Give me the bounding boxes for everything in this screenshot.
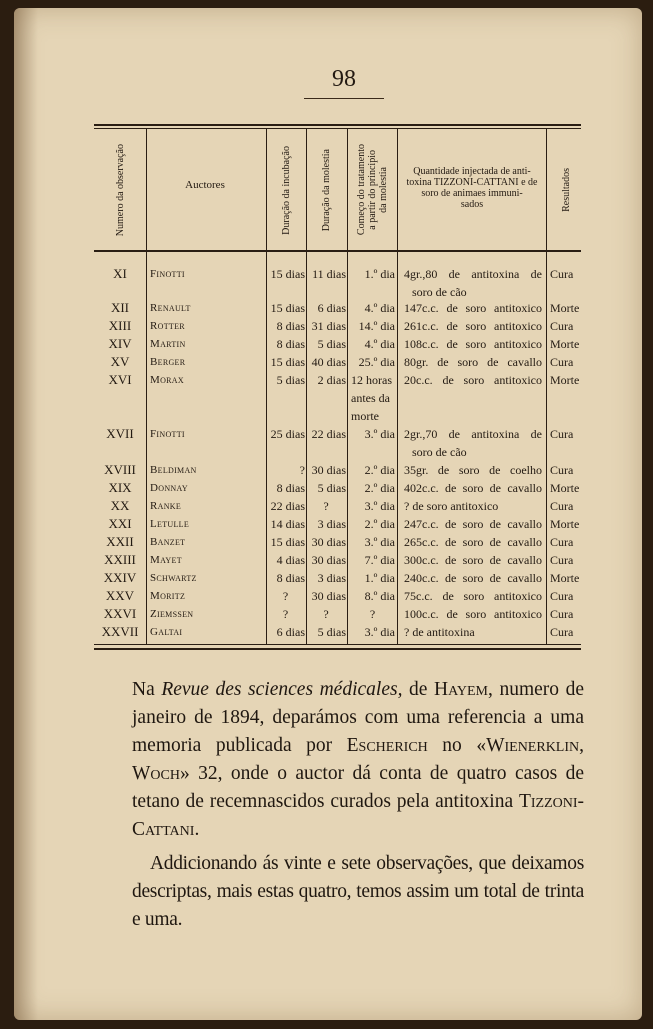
- text-span: de: [402, 679, 434, 700]
- row-number: XVIII: [104, 462, 136, 477]
- journal-title: Revue des sciences médicales,: [161, 679, 403, 700]
- row-author: Finotti: [150, 268, 185, 280]
- row-incubation: ?: [282, 607, 289, 621]
- row-number: XX: [110, 498, 130, 513]
- row-quantity: 80gr. de soro de cavallo: [404, 355, 542, 369]
- row-number: XVII: [106, 426, 134, 441]
- row-result: Morte: [550, 481, 580, 495]
- row-author: Morax: [150, 374, 184, 386]
- row-incubation: 8 dias: [276, 337, 305, 351]
- row-incubation: 25 dias: [270, 427, 305, 441]
- row-quantity: ? de antitoxina: [404, 625, 475, 639]
- row-incubation: 15 dias: [270, 355, 305, 369]
- table-bottom-rule-thin: [94, 644, 581, 645]
- row-start: 1.º dia: [364, 267, 395, 281]
- row-start: 3.º dia: [364, 535, 395, 549]
- row-duration: 5 dias: [317, 625, 346, 639]
- row-result: Morte: [550, 301, 580, 315]
- row-result: Cura: [550, 607, 574, 621]
- row-number: XXVI: [103, 606, 137, 621]
- row-number: XXII: [106, 534, 134, 549]
- text-span: .: [194, 819, 200, 840]
- row-number: XVI: [108, 372, 132, 387]
- header-quantidade: Quantidade injectada de anti- toxina TIZZONI-CATTANI e de soro de animaes immuni- sados: [406, 166, 538, 210]
- row-author: Schwartz: [150, 572, 197, 584]
- row-quantity: 108c.c. de soro antitoxico: [404, 337, 542, 351]
- row-author: Beldiman: [150, 464, 197, 476]
- row-duration: 5 dias: [317, 481, 346, 495]
- header-molestia: Duração da molestia: [320, 148, 332, 232]
- row-start-cont: antes da: [351, 391, 390, 405]
- row-start: 3.º dia: [364, 427, 395, 441]
- row-start: 3.º dia: [364, 499, 395, 513]
- row-result: Cura: [550, 463, 574, 477]
- row-start: 3.º dia: [364, 625, 395, 639]
- row-incubation: 6 dias: [276, 625, 305, 639]
- row-quantity: 147c.c. de soro antitoxico: [404, 301, 542, 315]
- row-result: Cura: [550, 427, 574, 441]
- row-quantity: 100c.c. de soro antitoxico: [404, 607, 542, 621]
- header-numero: Numero da observação: [114, 143, 126, 237]
- row-number: XV: [110, 354, 130, 369]
- row-quantity: 265c.c. de soro de cavallo: [404, 535, 542, 549]
- row-start: 25.º dia: [358, 355, 395, 369]
- row-quantity: ? de soro antitoxico: [404, 499, 499, 513]
- row-incubation: 15 dias: [270, 535, 305, 549]
- row-quantity: 261c.c. de soro antitoxico: [404, 319, 542, 333]
- row-result: Morte: [550, 571, 580, 585]
- row-number: XII: [110, 300, 130, 315]
- table-top-rule: [94, 124, 581, 126]
- row-quantity: 240c.c. de soro de cavallo: [404, 571, 542, 585]
- row-author: Letulle: [150, 518, 190, 530]
- row-duration: ?: [323, 499, 329, 513]
- col-divider: [347, 129, 348, 644]
- row-author: Mayet: [150, 554, 182, 566]
- book-page: [14, 8, 642, 1020]
- row-incubation: 22 dias: [270, 499, 305, 513]
- author-name: Escherich: [346, 735, 428, 756]
- row-result: Morte: [550, 517, 580, 531]
- row-incubation: 8 dias: [276, 319, 305, 333]
- row-start: 12 horas: [351, 373, 392, 387]
- row-incubation: 4 dias: [276, 553, 305, 567]
- page-number: 98: [332, 66, 356, 92]
- row-author: Galtai: [150, 626, 183, 638]
- row-result: Morte: [550, 373, 580, 387]
- row-author: Martin: [150, 338, 186, 350]
- row-number: XIX: [108, 480, 132, 495]
- journal-name: Wienerklin, Woch: [132, 735, 585, 784]
- row-quantity-cont: soro de cão: [412, 285, 467, 299]
- row-start: 8.º dia: [364, 589, 395, 603]
- row-incubation: 8 dias: [276, 481, 305, 495]
- row-author: Renault: [150, 302, 191, 314]
- author-name: Tizzoni-Cattani: [132, 791, 584, 840]
- row-start: 7.º dia: [364, 553, 395, 567]
- row-author: Ziemssen: [150, 608, 194, 620]
- row-result: Cura: [550, 355, 574, 369]
- row-number: XXI: [108, 516, 132, 531]
- row-result: Cura: [550, 589, 574, 603]
- row-start: 2.º dia: [364, 481, 395, 495]
- row-result: Morte: [550, 337, 580, 351]
- row-duration: 30 dias: [311, 535, 346, 549]
- row-author: Donnay: [150, 482, 188, 494]
- row-quantity: 2gr.,70 de antitoxina de: [404, 427, 542, 441]
- row-duration: 3 dias: [317, 571, 346, 585]
- row-quantity: 35gr. de soro de coelho: [404, 463, 542, 477]
- text-span: no «: [427, 735, 487, 756]
- row-quantity: 75c.c. de soro antitoxico: [404, 589, 542, 603]
- row-start: 2.º dia: [364, 517, 395, 531]
- row-quantity: 402c.c. de soro de cavallo: [404, 481, 542, 495]
- row-start: 4.º dia: [364, 337, 395, 351]
- row-start-cont: morte: [351, 409, 379, 423]
- row-start: 4.º dia: [364, 301, 395, 315]
- table-bottom-rule: [94, 648, 581, 650]
- row-incubation: ?: [299, 463, 305, 477]
- row-start: 2.º dia: [364, 463, 395, 477]
- row-duration: 40 dias: [311, 355, 346, 369]
- row-number: XXIV: [103, 570, 137, 585]
- row-duration: 6 dias: [317, 301, 346, 315]
- row-number: XIII: [108, 318, 132, 333]
- row-author: Moritz: [150, 590, 186, 602]
- header-incubacao: Duração da incubação: [280, 145, 292, 235]
- row-start: 1.º dia: [364, 571, 395, 585]
- row-author: Rotter: [150, 320, 185, 332]
- body-text: [132, 676, 584, 934]
- row-result: Cura: [550, 499, 574, 513]
- text-span: Na: [132, 679, 162, 700]
- row-duration: 30 dias: [311, 589, 346, 603]
- row-duration: 30 dias: [311, 463, 346, 477]
- row-author: Ranke: [150, 500, 182, 512]
- row-number: XXVII: [101, 624, 139, 639]
- header-resultados: Resultados: [560, 168, 572, 212]
- row-quantity: 20c.c. de soro antitoxico: [404, 373, 542, 387]
- row-author: Banzet: [150, 536, 186, 548]
- row-duration: 3 dias: [317, 517, 346, 531]
- row-incubation: 15 dias: [270, 301, 305, 315]
- text-span: » 32, onde o auctor dá conta de quatro casos de tetano de recemnascidos curados pela antitoxina: [132, 763, 584, 812]
- row-start: ?: [369, 607, 376, 621]
- row-duration: 30 dias: [311, 553, 346, 567]
- row-quantity: 247c.c. de soro de cavallo: [404, 517, 542, 531]
- row-quantity: 4gr.,80 de antitoxina de: [404, 267, 542, 281]
- row-duration: ?: [323, 607, 329, 621]
- page-number-rule: [304, 98, 384, 99]
- col-divider: [146, 129, 147, 644]
- row-quantity: 300c.c. de soro de cavallo: [404, 553, 542, 567]
- row-result: Cura: [550, 625, 574, 639]
- row-duration: 22 dias: [311, 427, 346, 441]
- row-incubation: 8 dias: [276, 571, 305, 585]
- row-quantity-cont: soro de cão: [412, 445, 467, 459]
- observations-table: [94, 124, 581, 652]
- row-result: Cura: [550, 535, 574, 549]
- author-name: Hayem: [433, 679, 489, 700]
- col-divider: [546, 129, 547, 644]
- row-incubation: 5 dias: [276, 373, 305, 387]
- header-auctores: Auctores: [185, 179, 225, 191]
- row-duration: 31 dias: [311, 319, 346, 333]
- row-author: Finotti: [150, 428, 185, 440]
- row-duration: 5 dias: [317, 337, 346, 351]
- row-number: XXV: [105, 588, 135, 603]
- row-incubation: 15 dias: [270, 267, 305, 281]
- header-comeco: Começo do tratamento a partir do principio da molestia: [355, 144, 389, 236]
- text-span: , numero de janeiro de 1894, deparámos com uma referencia a uma memoria publicada por: [132, 679, 584, 756]
- row-result: Cura: [550, 267, 574, 281]
- row-author: Berger: [150, 356, 186, 368]
- page-spine-shadow: [14, 8, 38, 1020]
- row-number: XIV: [108, 336, 132, 351]
- paragraph-2: Addicionando ás vinte e sete observações, que deixamos descriptas, mais estas quatro, temos assim um total de trinta e uma.: [132, 853, 584, 930]
- row-result: Cura: [550, 553, 574, 567]
- row-incubation: 14 dias: [270, 517, 305, 531]
- row-number: XXIII: [104, 552, 136, 567]
- row-start: 14.º dia: [358, 319, 395, 333]
- paragraph-1: [132, 676, 584, 844]
- row-number: XI: [113, 266, 127, 281]
- row-result: Cura: [550, 319, 574, 333]
- row-incubation: ?: [282, 589, 289, 603]
- row-duration: 11 dias: [312, 267, 346, 281]
- row-duration: 2 dias: [317, 373, 346, 387]
